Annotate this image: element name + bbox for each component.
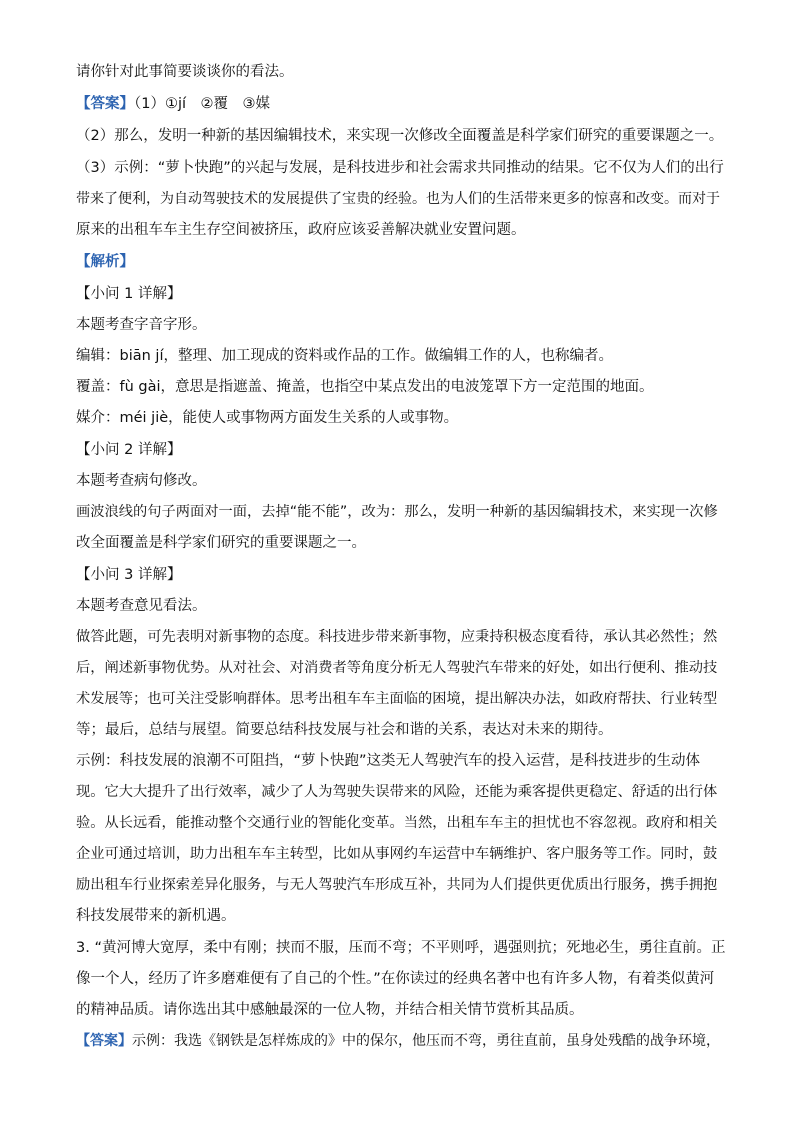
answer-tag: 【答案】 [76, 1033, 132, 1049]
subquestion-3-heading: 【小问 3 详解】 [76, 567, 182, 583]
analysis-heading [76, 252, 726, 272]
analysis-text: 编辑：biān jí，整理、加工现成的资料或作品的工作。做编辑工作的人，也称编者。 [76, 348, 613, 364]
analysis-text: 等；最后，总结与展望。简要总结科技发展与社会和谐的关系，表达对未来的期待。 [76, 722, 613, 738]
example-text: 科技发展带来的新机遇。 [76, 908, 236, 924]
analysis-text: 覆盖：fù gài，意思是指遮盖、掩盖，也指空中某点发出的电波笼罩下方一定范围的地面。 [76, 379, 654, 395]
answer-tag: 【答案】 [76, 96, 134, 112]
subquestion-1-heading: 【小问 1 详解】 [76, 286, 182, 302]
example-text: 示例：科技发展的浪潮不可阻挡，“萝卜快跑”这类无人驾驶汽车的投入运营，是科技进步的生动体 [76, 753, 701, 769]
example-text: 现。它大大提升了出行效率，减少了人为驾驶失误带来的风险，还能为乘客提供更稳定、舒适的出行体 [76, 784, 718, 800]
subquestion-2-heading: 【小问 2 详解】 [76, 442, 182, 458]
answer-line-2: （2）那么，发明一种新的基因编辑技术，来实现一次修改全面覆盖是科学家们研究的重要课题之一。 [76, 128, 724, 144]
analysis-text: 本题考查意见看法。 [76, 598, 207, 614]
analysis-text: 后，阐述新事物优势。从对社会、对消费者等角度分析无人驾驶汽车带来的好处，如出行便利、推动技 [76, 660, 718, 676]
question-3-text: 像一个人，经历了许多磨难便有了自己的个性。”在你读过的经典名著中也有许多人物，有着类似黄河 [76, 971, 715, 987]
analysis-text: 本题考查字音字形。 [76, 317, 207, 333]
answer-line-3a: （3）示例：“萝卜快跑”的兴起与发展，是科技进步和社会需求共同推动的结果。它不仅为人们的出行 [76, 160, 724, 176]
question-3-text: 3. “黄河博大宽厚，柔中有刚；挟而不服，压而不弯；不平则呼，遇强则抗；死地必生，勇往直前。正 [76, 940, 726, 956]
analysis-text: 画波浪线的句子两面对一面，去掉“能不能”，改为：那么，发明一种新的基因编辑技术，来实现一次修 [76, 504, 718, 520]
answer-line-3b: 带来了便利，为自动驾驶技术的发展提供了宝贵的经验。也为人们的生活带来更多的惊喜和改变。而对于 [76, 191, 720, 207]
analysis-text: 改全面覆盖是科学家们研究的重要课题之一。 [76, 535, 366, 551]
question-tail: 请你针对此事简要谈谈你的看法。 [76, 64, 294, 80]
answer-line-3c: 原来的出租车车主生存空间被挤压，政府应该妥善解决就业安置问题。 [76, 222, 526, 238]
example-text: 验。从长远看，能推动整个交通行业的智能化变革。当然，出租车车主的担忧也不容忽视。政府和相关 [76, 815, 718, 831]
question-3-answer: 【答案】示例：我选《钢铁是怎样炼成的》中的保尔，他压而不弯，勇往直前，虽身处残酷的战争环境， [76, 1033, 720, 1049]
analysis-text: 媒介：méi jiè，能使人或事物两方面发生关系的人或事物。 [76, 410, 459, 426]
analysis-text: 术发展等；也可关注受影响群体。思考出租车车主面临的困境，提出解决办法，如政府帮扶、行业转型 [76, 691, 718, 707]
question-3-text: 的精神品质。请你选出其中感触最深的一位人物，并结合相关情节赏析其品质。 [76, 1002, 584, 1018]
analysis-text: 做答此题，可先表明对新事物的态度。科技进步带来新事物，应秉持积极态度看待，承认其必然性；然 [76, 629, 718, 645]
answer-line-1: 【答案】（1）①jí ②覆 ③媒 [76, 96, 271, 112]
analysis-text: 本题考查病句修改。 [76, 473, 207, 489]
example-text: 企业可通过培训，助力出租车车主转型，比如从事网约车运营中车辆维护、客户服务等工作。同时，鼓 [76, 846, 718, 862]
example-text: 励出租车行业探索差异化服务，与无人驾驶汽车形成互补，共同为人们提供更优质出行服务，携手拥抱 [76, 877, 718, 893]
analysis-tag: 【解析】 [76, 254, 134, 270]
